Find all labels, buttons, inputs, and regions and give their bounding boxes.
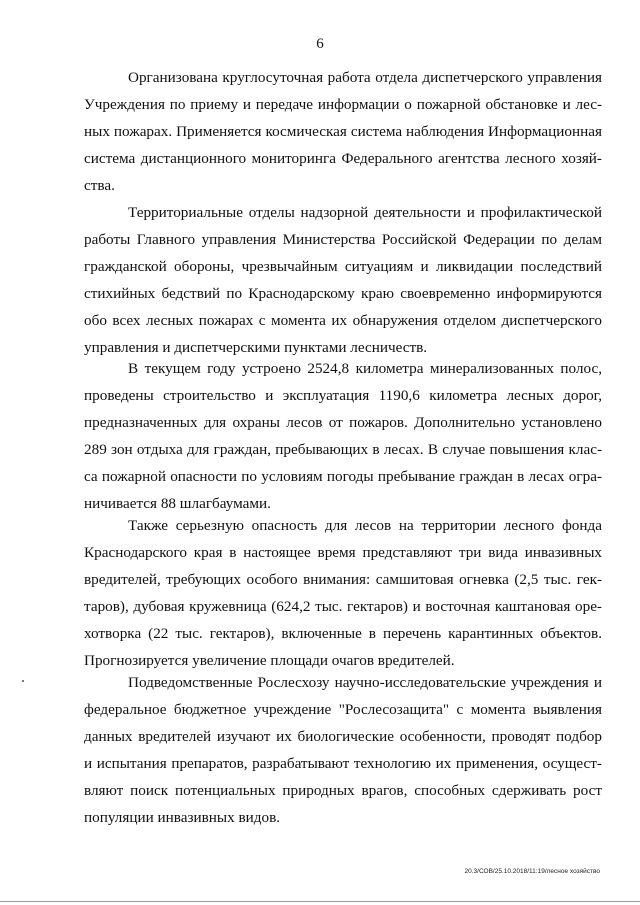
text-line: таров), дубовая кружевница (624,2 тыс. гектаров) и восточная каштановая оре- [84, 598, 602, 615]
paragraph-research-institutions [84, 669, 602, 831]
text-line: вляют поиск потенциальных природных врагов, способных сдерживать рост [84, 782, 602, 799]
text-line: ства. [84, 177, 115, 194]
paragraph-dispatch-service [84, 64, 602, 199]
text-line: проведены строительство и эксплуатация 1190,6 километра лесных дорог, [84, 387, 602, 404]
text-line: Организована круглосуточная работа отдела диспетчерского управления [128, 69, 602, 86]
paragraph-current-year-works [84, 355, 602, 517]
text-line: стихийных бедствий по Краснодарскому краю своевременно информируются [84, 285, 602, 302]
text-line: Краснодарского края в настоящее время представляют три вида инвазивных [84, 544, 602, 561]
text-line: федеральное бюджетное учреждение "Рослесозащита" с момента выявления [84, 701, 602, 718]
text-line: и испытания препаратов, разрабатывают технологию их применения, осущест- [84, 755, 602, 772]
paragraph-territorial-departments [84, 199, 602, 361]
text-line: вредителей, требующих особого внимания: самшитовая огневка (2,5 тыс. гек- [84, 571, 602, 588]
text-line: 289 зон отдыха для граждан, пребывающих в лесах. В случае повышения клас- [84, 441, 602, 458]
text-line: данных вредителей изучают их биологические особенности, проводят подбор [84, 728, 602, 745]
text-line: Также серьезную опасность для лесов на территории лесного фонда [128, 517, 602, 534]
text-line: хотворка (22 тыс. гектаров), включенные в перечень карантинных объектов. [84, 625, 602, 642]
text-line: предназначенных для охраны лесов от пожаров. Дополнительно установлено [84, 414, 602, 431]
page-number: 6 [316, 36, 324, 52]
text-line: Прогнозируется увеличение площади очагов вредителей. [84, 652, 455, 669]
text-line: обо всех лесных пожарах с момента их обнаружения отделом диспетчерского [84, 312, 602, 329]
scan-speck [22, 680, 24, 682]
text-line: ничивается 88 шлагбаумами. [84, 495, 271, 512]
text-line: Подведомственные Рослесхозу научно-исследовательские учреждения и [128, 674, 602, 691]
scan-edge-line [0, 901, 640, 902]
text-line: управления и диспетчерскими пунктами лесничеств. [84, 339, 428, 356]
text-line: ных пожарах. Применяется космическая система наблюдения Информационная [84, 123, 602, 140]
text-line: са пожарной опасности по условиям погоды пребывание граждан в лесах огра- [84, 468, 602, 485]
text-line: Территориальные отделы надзорной деятельности и профилактической [128, 204, 602, 221]
text-line: В текущем году устроено 2524,8 километра минерализованных полос, [128, 360, 602, 377]
text-line: гражданской обороны, чрезвычайным ситуациям и ликвидации последствий [84, 258, 602, 275]
paragraph-invasive-pests [84, 512, 602, 674]
text-line: Учреждения по приему и передаче информации о пожарной обстановке и лес- [84, 96, 602, 113]
text-line: популяции инвазивных видов. [84, 809, 281, 826]
text-line: система дистанционного мониторинга Федерального агентства лесного хозяй- [84, 150, 602, 167]
text-line: работы Главного управления Министерства Российской Федерации по делам [84, 231, 602, 248]
document-footer-code: 20.3/СОВ/25.10.2018/11:19/лесное хозяйство [464, 868, 600, 875]
